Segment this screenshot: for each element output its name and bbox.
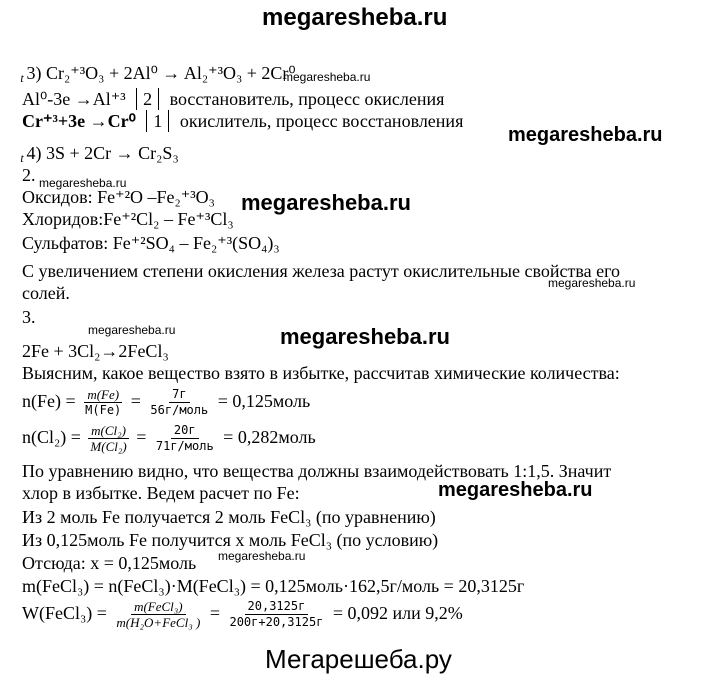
excess-intro: Выясним, какое вещество взято в избытке, рассчитав химические количества: — [22, 363, 620, 383]
fraction — [87, 423, 129, 454]
numerator: 20,3125г — [245, 599, 309, 615]
n-fe-result: = 0,125моль — [217, 391, 311, 411]
equation-text: 4) 3S + 2Cr → Cr₂S₃ — [26, 143, 179, 163]
t-label: t — [20, 71, 24, 85]
equals-sign: = — [130, 391, 141, 411]
equals-sign: = — [136, 427, 147, 447]
ratio-line-2: хлор в избытке. Ведем расчет по Fe: — [22, 483, 300, 503]
equation-line-4 — [22, 142, 179, 164]
numerator: 20г — [171, 423, 199, 439]
denominator: m(H₂O+FeCl₃ ) — [116, 615, 201, 631]
section-2-number: 2. — [22, 165, 36, 185]
fraction — [153, 423, 217, 454]
role-al: восстановитель, процесс окисления — [169, 89, 445, 109]
numerator: m(FeCl₃) — [131, 599, 186, 615]
n-cl2-lhs: n(Cl₂) = — [22, 427, 81, 447]
n-cl2-line — [22, 420, 316, 454]
mass-line: m(FeCl₃) = n(FeCl₃)·M(FeCl₃) = 0,125моль·162,5г/моль = 20,3125г — [22, 576, 525, 596]
watermark: megaresheba.ru — [39, 176, 127, 190]
footer-watermark[interactable]: Мегарешеба.ру — [265, 644, 452, 674]
oxides-line: Оксидов: Fe⁺²O –Fe₂⁺³O₃ — [22, 187, 215, 207]
denominator: M(Fe) — [85, 403, 122, 418]
fraction — [226, 599, 326, 630]
equation-line-3 — [22, 62, 296, 84]
watermark: megaresheba.ru — [283, 70, 371, 84]
reaction-equation: 2Fe + 3Cl₂→2FeCl₃ — [22, 341, 169, 361]
watermark: megaresheba.ru — [241, 190, 411, 215]
numerator: 7г — [169, 387, 189, 403]
watermark: megaresheba.ru — [280, 324, 450, 349]
watermark: megaresheba.ru — [438, 479, 593, 501]
denominator: 56г/моль — [150, 403, 209, 418]
ratio-line-1: По уравнению видно, что вещества должны взаимодействовать 1:1,5. Значит — [22, 461, 612, 481]
section-3-number: 3. — [22, 307, 36, 327]
header-watermark[interactable]: megaresheba.ru — [262, 4, 448, 31]
n-cl2-result: = 0,282моль — [223, 427, 316, 447]
proportion-line-2: Из 0,125моль Fe получится х моль FeCl₃ (по условию) — [22, 530, 439, 550]
conclusion-line-2: солей. — [22, 283, 70, 303]
t-label: t — [20, 151, 24, 165]
half-reaction-al: Al⁰-3e →Al⁺³ — [22, 89, 126, 109]
watermark: megaresheba.ru — [548, 276, 636, 290]
watermark: megaresheba.ru — [508, 124, 663, 146]
fraction — [147, 387, 211, 418]
half-reaction-cr: Cr⁺³+3e →Cr⁰ — [22, 111, 136, 131]
denominator: 200г+20,3125г — [229, 615, 324, 630]
numerator: m(Fe) — [84, 387, 122, 403]
fraction — [82, 387, 124, 418]
denominator: M(Cl₂) — [90, 439, 127, 455]
sulfates-line: Сульфатов: Fe⁺²SO₄ – Fe₂⁺³(SO₄)₃ — [22, 233, 280, 253]
w-lhs: W(FeCl₃) = — [22, 603, 107, 623]
watermark: megaresheba.ru — [218, 549, 306, 563]
numerator: m(Cl₂) — [88, 423, 129, 439]
x-result-line: Отсюда: х = 0,125моль — [22, 553, 197, 573]
proportion-line-1: Из 2 моль Fe получается 2 моль FeCl₃ (по уравнению) — [22, 507, 436, 527]
fraction — [113, 599, 203, 630]
n-fe-line — [22, 384, 310, 418]
equals-sign: = — [209, 603, 220, 623]
n-fe-lhs: n(Fe) = — [22, 391, 76, 411]
role-cr: окислитель, процесс восстановления — [179, 111, 464, 131]
chlorides-line: Хлоридов:Fe⁺²Cl₂ – Fe⁺³Cl₃ — [22, 209, 234, 229]
equation-text: 3) Cr₂⁺³O₃ + 2Al⁰ → Al₂⁺³O₃ + 2Cr⁰ — [26, 63, 296, 83]
redox-line-al — [22, 88, 444, 110]
conclusion-line-1: С увеличением степени окисления железа растут окислительные свойства его — [22, 261, 621, 281]
redox-line-cr — [22, 110, 463, 132]
denominator: 71г/моль — [155, 439, 214, 454]
coefficient-al: 2 — [136, 88, 159, 110]
coefficient-cr: 1 — [146, 110, 169, 132]
watermark: megaresheba.ru — [88, 323, 176, 337]
w-result: = 0,092 или 9,2% — [332, 603, 463, 623]
w-fecl3-line — [22, 596, 463, 630]
